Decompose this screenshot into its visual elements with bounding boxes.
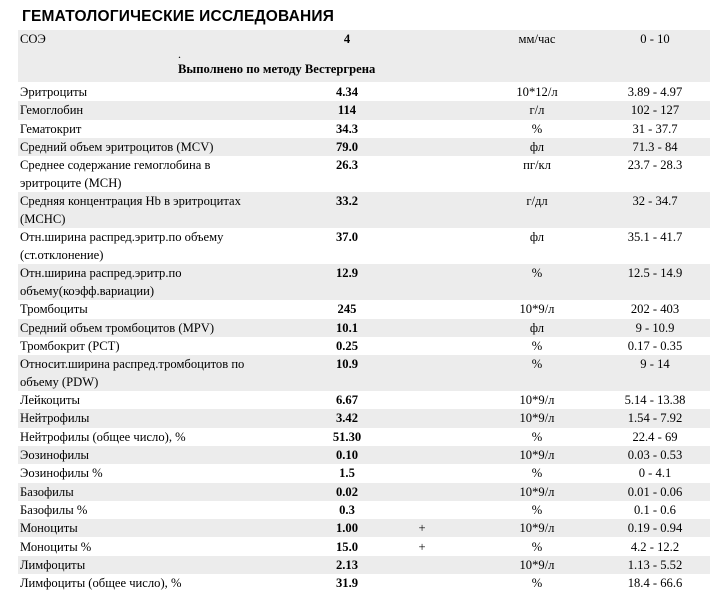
- test-unit: %: [531, 576, 543, 591]
- test-reference-range: 23.7 - 28.3: [627, 158, 683, 173]
- table-row: [18, 264, 710, 300]
- test-reference-range: 202 - 403: [630, 302, 680, 317]
- test-value: 1.00: [335, 521, 359, 536]
- test-value: 10.1: [335, 320, 359, 335]
- test-value: 79.0: [335, 139, 359, 154]
- test-value: 4: [343, 32, 351, 46]
- test-name: Лейкоциты: [20, 393, 81, 408]
- test-unit: %: [531, 338, 543, 353]
- table-row: [18, 428, 710, 446]
- test-name: Гемоглобин: [20, 103, 84, 118]
- test-name: Тромбокрит (PCT): [20, 338, 120, 353]
- test-name: Среднее содержание гемоглобина в эритроците (MCH): [20, 158, 211, 191]
- table-row: [18, 446, 710, 464]
- test-value: 31.9: [335, 576, 359, 591]
- test-name: Нейтрофилы (общее число), %: [20, 429, 186, 444]
- test-unit: %: [531, 266, 543, 281]
- test-name: Моноциты %: [20, 539, 92, 554]
- test-reference-range: 22.4 - 69: [632, 429, 678, 444]
- test-unit: %: [531, 121, 543, 136]
- test-reference-range: 35.1 - 41.7: [627, 230, 683, 245]
- test-reference-range: 0 - 10: [640, 32, 670, 46]
- table-row: [18, 538, 710, 556]
- test-unit: 10*12/л: [516, 85, 558, 99]
- test-value: 245: [337, 302, 357, 317]
- test-reference-range: 5.14 - 13.38: [624, 393, 686, 408]
- test-unit: 10*9/л: [519, 411, 555, 426]
- test-reference-range: 0 - 4.1: [638, 466, 672, 481]
- test-unit: %: [531, 466, 543, 481]
- test-reference-range: 3.89 - 4.97: [627, 85, 683, 99]
- test-name: Средний объем эритроцитов (MCV): [20, 139, 214, 154]
- test-value: 3.42: [335, 411, 359, 426]
- test-reference-range: 1.13 - 5.52: [627, 557, 683, 572]
- test-name: Эозинофилы: [20, 448, 90, 462]
- test-unit: пг/кл: [523, 158, 551, 173]
- abnormal-flag: +: [418, 539, 426, 554]
- test-unit: %: [531, 357, 543, 372]
- test-value: 34.3: [335, 121, 359, 136]
- test-name: Эозинофилы %: [20, 466, 103, 481]
- test-reference-range: 4.2 - 12.2: [630, 539, 680, 554]
- table-row: [18, 391, 710, 409]
- test-value: 10.9: [335, 357, 359, 372]
- test-unit: г/дл: [526, 194, 548, 209]
- test-name: Базофилы %: [20, 502, 88, 517]
- test-value: 26.3: [335, 158, 359, 173]
- test-name: Эритроциты: [20, 85, 88, 99]
- test-name: Тромбоциты: [20, 302, 88, 317]
- test-unit: 10*9/л: [519, 521, 555, 536]
- table-row: [18, 138, 710, 156]
- test-value: 51.30: [332, 429, 362, 444]
- test-unit: 10*9/л: [519, 302, 555, 317]
- test-value: 12.9: [335, 266, 359, 281]
- test-name: Нейтрофилы: [20, 411, 90, 426]
- test-unit: фл: [529, 320, 545, 335]
- table-row: [18, 337, 710, 355]
- test-unit: 10*9/л: [519, 557, 555, 572]
- test-name: Отн.ширина распред.эритр.по объему (ст.отклонение): [20, 230, 224, 263]
- test-reference-range: 9 - 10.9: [635, 320, 675, 335]
- table-row: [18, 556, 710, 574]
- test-reference-range: 18.4 - 66.6: [627, 576, 683, 591]
- table-row: [18, 101, 710, 119]
- test-reference-range: 9 - 14: [640, 357, 670, 372]
- test-value: 1.5: [339, 466, 355, 481]
- test-reference-range: 0.03 - 0.53: [627, 448, 683, 462]
- test-reference-range: 71.3 - 84: [632, 139, 678, 154]
- test-reference-range: 0.1 - 0.6: [634, 502, 676, 517]
- test-unit: 10*9/л: [519, 448, 555, 462]
- test-unit: г/л: [529, 103, 545, 118]
- table-row: [18, 156, 710, 192]
- table-row: [18, 464, 710, 482]
- table-row: [18, 501, 710, 519]
- test-unit: фл: [529, 230, 545, 245]
- test-value: 2.13: [335, 557, 359, 572]
- test-unit: 10*9/л: [519, 484, 555, 499]
- test-unit: %: [531, 429, 543, 444]
- table-row: [18, 574, 710, 592]
- test-reference-range: 12.5 - 14.9: [627, 266, 683, 281]
- table-row-soe: [18, 30, 710, 82]
- test-unit: 10*9/л: [519, 393, 555, 408]
- test-name: Средняя концентрация Hb в эритроцитах (MCHC): [20, 194, 241, 227]
- test-value: 114: [337, 103, 357, 118]
- test-value: 0.02: [335, 484, 359, 499]
- test-value: 0.10: [335, 448, 359, 462]
- test-value: 4.34: [335, 85, 359, 99]
- test-value: 37.0: [335, 230, 359, 245]
- test-reference-range: 0.17 - 0.35: [627, 338, 683, 353]
- test-unit: мм/час: [518, 32, 556, 46]
- table-row: [18, 319, 710, 337]
- test-reference-range: 0.19 - 0.94: [627, 521, 683, 536]
- table-row: [18, 120, 710, 138]
- dot-marker: .: [178, 47, 181, 61]
- test-value: 15.0: [335, 539, 359, 554]
- test-unit: фл: [529, 139, 545, 154]
- table-row: [18, 519, 710, 537]
- test-name: Отн.ширина распред.эритр.по объему(коэфф.вариации): [20, 266, 182, 299]
- table-row: [18, 228, 710, 264]
- test-name: Гематокрит: [20, 121, 82, 136]
- table-row: [18, 192, 710, 228]
- test-value: 0.3: [339, 502, 355, 517]
- report-title: ГЕМАТОЛОГИЧЕСКИЕ ИССЛЕДОВАНИЯ: [22, 8, 335, 25]
- test-name: Относит.ширина распред.тромбоцитов по объему (PDW): [20, 357, 245, 390]
- table-row: [18, 83, 710, 101]
- test-name: Лимфоциты (общее число), %: [20, 576, 182, 591]
- table-row: [18, 355, 710, 391]
- test-reference-range: 102 - 127: [630, 103, 680, 118]
- abnormal-flag: +: [418, 521, 426, 536]
- test-name: Моноциты: [20, 521, 78, 536]
- test-value: 33.2: [335, 194, 359, 209]
- table-row: [18, 483, 710, 501]
- test-reference-range: 0.01 - 0.06: [627, 484, 683, 499]
- test-reference-range: 31 - 37.7: [632, 121, 678, 136]
- test-name: Лимфоциты: [20, 557, 86, 572]
- table-row: [18, 409, 710, 427]
- test-value: 0.25: [335, 338, 359, 353]
- test-unit: %: [531, 539, 543, 554]
- test-reference-range: 1.54 - 7.92: [627, 411, 683, 426]
- test-name: СОЭ: [20, 32, 46, 46]
- test-name: Средний объем тромбоцитов (MPV): [20, 320, 215, 335]
- test-value: 6.67: [335, 393, 359, 408]
- test-unit: %: [531, 502, 543, 517]
- test-reference-range: 32 - 34.7: [632, 194, 678, 209]
- table-row: [18, 300, 710, 318]
- test-name: Базофилы: [20, 484, 74, 499]
- method-note: Выполнено по методу Вестергрена: [178, 62, 376, 76]
